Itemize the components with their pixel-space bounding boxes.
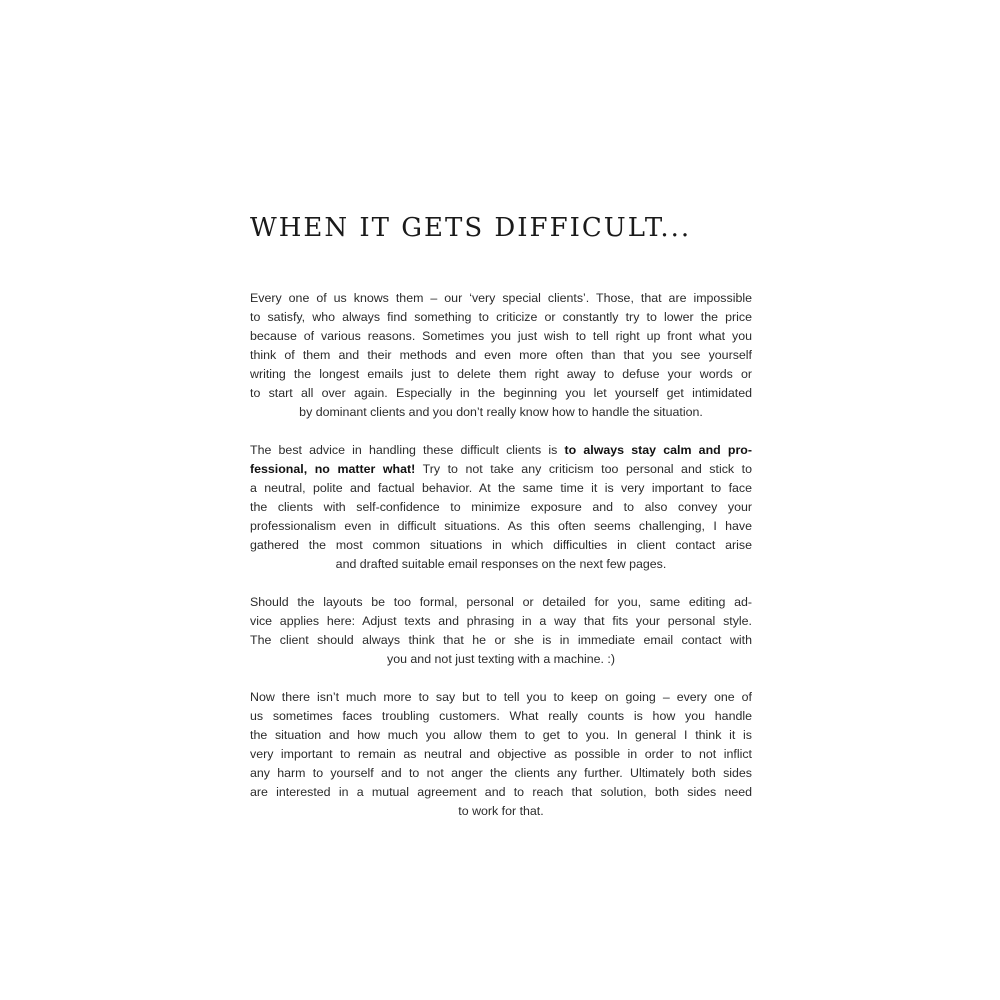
text-line: gathered the most common situations in which difficulties in client contact arise [250, 538, 752, 552]
text-line: a neutral, polite and factual behavior. At the same time it is very important to face [250, 481, 752, 495]
text-line: writing the longest emails just to delete them right away to defuse your words or [250, 367, 752, 381]
text-line [250, 460, 752, 479]
paragraph-3 [250, 593, 752, 669]
text-line: the clients with self-confidence to minimize exposure and to also convey your [250, 500, 752, 514]
page-title: WHEN IT GETS DIFFICULT... [250, 213, 692, 243]
text-line: us sometimes faces troubling customers. What really counts is how you handle [250, 709, 752, 723]
text-line: professionalism even in difficult situations. As this often seems challenging, I have [250, 519, 752, 533]
paragraph-4 [250, 688, 752, 821]
text-line: to satisfy, who always find something to criticize or constantly try to lower the price [250, 310, 752, 324]
text-line: to start all over again. Especially in the beginning you let yourself get intimidated [250, 386, 752, 400]
paragraph-1 [250, 289, 752, 422]
body-text [250, 289, 752, 821]
text-run: The best advice in handling these difficult clients is [250, 443, 565, 457]
text-line: because of various reasons. Sometimes you just wish to tell right up front what you [250, 329, 752, 343]
text-line: very important to remain as neutral and objective as possible in order to not inflict [250, 747, 752, 761]
text-line: Now there isn’t much more to say but to tell you to keep on going – every one of [250, 690, 752, 704]
emphasis-text: to always stay calm and pro- [564, 443, 752, 457]
text-line: you and not just texting with a machine. :) [387, 652, 615, 666]
text-line [250, 441, 752, 460]
text-line: to work for that. [458, 804, 544, 818]
text-line: The client should always think that he or she is in immediate email contact with [250, 633, 752, 647]
text-line: any harm to yourself and to not anger the clients any further. Ultimately both sides [250, 766, 752, 780]
paragraph-2 [250, 441, 752, 574]
text-line: are interested in a mutual agreement and to reach that solution, both sides need [250, 785, 752, 799]
text-line: vice applies here: Adjust texts and phrasing in a way that fits your personal style. [250, 614, 752, 628]
text-line: and drafted suitable email responses on the next few pages. [335, 557, 667, 571]
text-line: by dominant clients and you don’t really know how to handle the situation. [299, 405, 703, 419]
text-line: Should the layouts be too formal, personal or detailed for you, same editing ad- [250, 595, 752, 609]
emphasis-text: fessional, no matter what! [250, 462, 416, 476]
text-line: Every one of us knows them – our ‘very special clients’. Those, that are impossible [250, 291, 752, 305]
text-line: the situation and how much you allow them to get to you. In general I think it is [250, 728, 752, 742]
text-line: think of them and their methods and even more often than that you see yourself [250, 348, 752, 362]
text-run: Try to not take any criticism too personal and stick to [415, 462, 752, 476]
